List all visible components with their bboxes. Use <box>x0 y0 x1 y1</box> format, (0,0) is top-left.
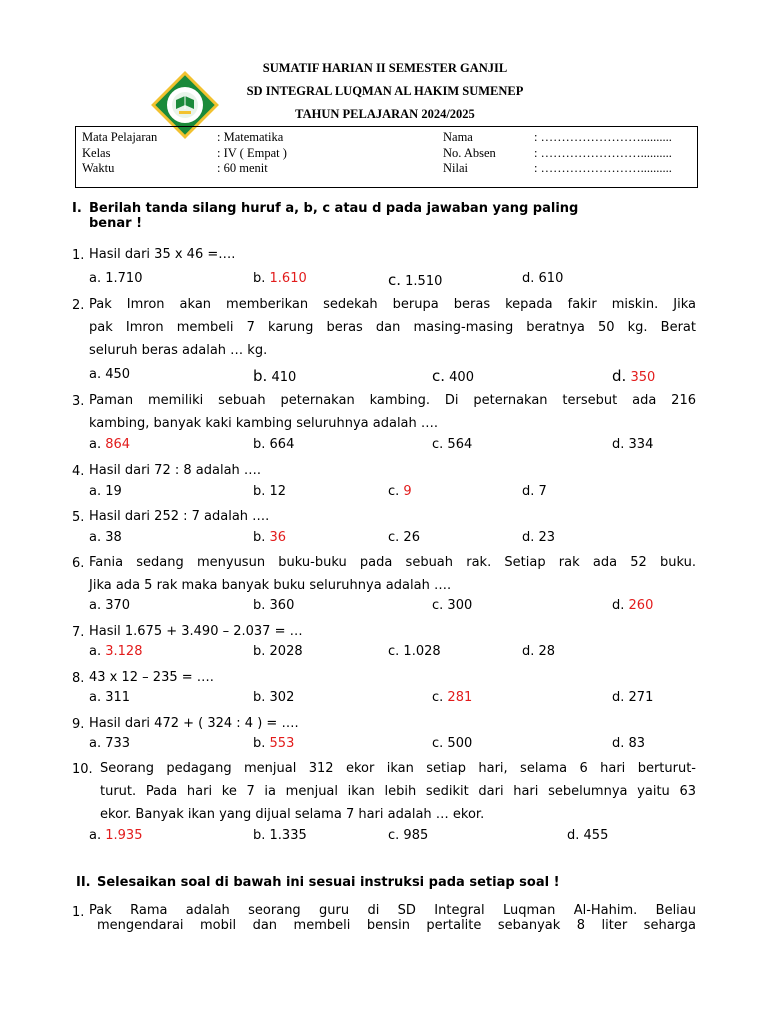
option-letter: d. <box>612 690 625 705</box>
option-value: 7 <box>538 484 547 499</box>
option-value: 664 <box>269 437 295 452</box>
question-text: Hasil dari 72 : 8 adalah …. <box>89 463 262 478</box>
header-line-3: TAHUN PELAJARAN 2024/2025 <box>295 107 475 121</box>
answer-option-b[interactable] <box>253 484 286 499</box>
answer-option-a[interactable] <box>89 437 130 452</box>
option-letter: b. <box>253 484 266 499</box>
option-letter: c. <box>388 484 400 499</box>
header-line-1: SUMATIF HARIAN II SEMESTER GANJIL <box>262 61 508 75</box>
answer-option-b[interactable] <box>253 598 294 613</box>
option-letter: a. <box>89 437 102 452</box>
answer-option-a[interactable] <box>89 530 122 545</box>
option-letter: d. <box>522 484 535 499</box>
answer-option-b[interactable] <box>253 690 294 705</box>
answer-option-c[interactable] <box>432 690 472 705</box>
answer-option-c[interactable] <box>388 530 420 545</box>
question-number: 10. <box>72 762 93 777</box>
answer-option-d[interactable] <box>522 644 555 659</box>
option-letter: c. <box>432 736 444 751</box>
option-letter: d. <box>567 828 580 843</box>
option-value: 500 <box>447 736 473 751</box>
answer-option-c[interactable] <box>432 367 474 385</box>
option-letter: b. <box>253 530 266 545</box>
option-value: 9 <box>403 484 412 499</box>
answer-option-d[interactable] <box>612 437 653 452</box>
option-value: 300 <box>447 598 473 613</box>
option-value: 302 <box>269 690 295 705</box>
option-value: 864 <box>105 437 131 452</box>
answer-option-a[interactable] <box>89 644 142 659</box>
answer-option-d[interactable] <box>522 271 563 286</box>
option-letter: a. <box>89 828 102 843</box>
option-letter: c. <box>388 530 400 545</box>
question-text: Jika ada 5 rak maka banyak buku seluruhnya adalah …. <box>89 578 452 593</box>
question-text: turut. Pada hari ke 7 ia menjual ikan lebih sedikit dari hari sebelumnya yaitu 63 <box>100 784 696 799</box>
nilai-label: Nilai <box>443 161 468 175</box>
option-letter: d. <box>522 271 535 286</box>
option-value: 334 <box>628 437 654 452</box>
option-value: 733 <box>105 736 131 751</box>
answer-option-a[interactable] <box>89 736 130 751</box>
option-letter: d. <box>612 598 625 613</box>
answer-option-b[interactable] <box>253 828 307 843</box>
question-text: Pak Imron akan memberikan sedekah berupa beras kepada fakir miskin. Jika <box>89 297 696 312</box>
option-value: 350 <box>630 370 656 385</box>
nama-label: Nama <box>443 130 473 144</box>
answer-option-b[interactable] <box>253 736 294 751</box>
question-number: 6. <box>72 556 85 571</box>
answer-option-c[interactable] <box>432 437 472 452</box>
nilai-field[interactable]: : …………………….......... <box>534 161 672 175</box>
option-value: 1.028 <box>403 644 441 659</box>
option-value: 2028 <box>269 644 303 659</box>
question-text: Hasil dari 472 + ( 324 : 4 ) = …. <box>89 716 299 731</box>
option-letter: a. <box>89 484 102 499</box>
option-letter: c. <box>388 271 402 289</box>
option-value: 36 <box>269 530 287 545</box>
section-1-heading-cont: benar ! <box>89 216 143 231</box>
question-text: kambing, banyak kaki kambing seluruhnya adalah …. <box>89 416 439 431</box>
option-letter: a. <box>89 736 102 751</box>
option-letter: a. <box>89 271 102 286</box>
option-value: 28 <box>538 644 556 659</box>
question-number: 8. <box>72 671 85 686</box>
question-text: seluruh beras adalah … kg. <box>89 343 268 358</box>
answer-option-d[interactable] <box>612 598 653 613</box>
option-letter: d. <box>522 644 535 659</box>
option-value: 400 <box>449 370 474 385</box>
option-value: 12 <box>269 484 287 499</box>
option-value: 1.935 <box>105 828 143 843</box>
question-number: 2. <box>72 298 85 313</box>
answer-option-a[interactable] <box>89 367 130 382</box>
kelas-label: Kelas <box>82 146 111 160</box>
option-value: 260 <box>628 598 654 613</box>
absen-label: No. Absen <box>443 146 496 160</box>
answer-option-c[interactable] <box>388 828 428 843</box>
option-value: 23 <box>538 530 556 545</box>
option-value: 1.610 <box>269 271 307 286</box>
option-letter: c. <box>432 437 444 452</box>
option-value: 564 <box>447 437 473 452</box>
option-letter: a. <box>89 690 102 705</box>
answer-option-c[interactable] <box>432 736 472 751</box>
option-letter: b. <box>253 367 268 385</box>
option-value: 610 <box>538 271 564 286</box>
option-value: 985 <box>403 828 429 843</box>
question-text: Hasil dari 35 x 46 =…. <box>89 247 236 262</box>
option-value: 38 <box>105 530 122 545</box>
essay-1-line-2: mengendarai mobil dan membeli bensin pertalite sebanyak 8 liter seharga <box>97 918 696 933</box>
nama-field[interactable]: : …………………….......... <box>534 130 672 144</box>
question-number: 7. <box>72 625 85 640</box>
option-letter: b. <box>253 271 266 286</box>
answer-option-d[interactable] <box>612 690 653 705</box>
answer-option-d[interactable] <box>612 736 645 751</box>
answer-option-d[interactable] <box>612 367 655 385</box>
answer-option-b[interactable] <box>253 530 286 545</box>
section-1-heading: Berilah tanda silang huruf a, b, c atau d pada jawaban yang paling <box>89 201 579 216</box>
option-letter: b. <box>253 828 266 843</box>
option-value: 410 <box>271 370 297 385</box>
option-value: 1.510 <box>405 274 443 289</box>
option-letter: b. <box>253 736 266 751</box>
option-value: 83 <box>628 736 646 751</box>
answer-option-a[interactable] <box>89 828 142 843</box>
option-letter: d. <box>612 367 627 385</box>
answer-option-c[interactable] <box>388 644 441 659</box>
answer-option-a[interactable] <box>89 598 130 613</box>
option-value: 311 <box>105 690 131 705</box>
answer-option-a[interactable] <box>89 271 142 286</box>
answer-option-c[interactable] <box>432 598 472 613</box>
option-value: 1.335 <box>269 828 307 843</box>
option-value: 360 <box>269 598 295 613</box>
answer-option-b[interactable] <box>253 271 307 286</box>
option-value: 3.128 <box>105 644 143 659</box>
option-letter: c. <box>388 828 400 843</box>
section-1-number: I. <box>72 201 82 216</box>
student-info-box <box>75 126 698 188</box>
question-number: 3. <box>72 394 85 409</box>
kelas-value: : IV ( Empat ) <box>217 146 287 160</box>
question-text: Hasil dari 252 : 7 adalah …. <box>89 509 270 524</box>
answer-option-b[interactable] <box>253 367 296 385</box>
option-letter: b. <box>253 598 266 613</box>
answer-option-d[interactable] <box>567 828 608 843</box>
option-letter: c. <box>432 598 444 613</box>
option-letter: c. <box>432 690 444 705</box>
option-value: 19 <box>105 484 122 499</box>
option-value: 281 <box>447 690 473 705</box>
option-letter: d. <box>612 736 625 751</box>
option-letter: c. <box>388 644 400 659</box>
option-letter: a. <box>89 598 102 613</box>
option-letter: a. <box>89 367 102 382</box>
option-letter: b. <box>253 690 266 705</box>
option-letter: d. <box>522 530 535 545</box>
section-2-number: II. <box>76 875 91 890</box>
question-number: 5. <box>72 510 85 525</box>
question-number: 1. <box>72 248 85 263</box>
answer-option-b[interactable] <box>253 437 294 452</box>
question-text: pak Imron membeli 7 karung beras dan masing-masing beratnya 50 kg. Berat <box>89 320 696 335</box>
essay-1-line-1: Pak Rama adalah seorang guru di SD Integral Luqman Al-Hahim. Beliau <box>89 903 696 918</box>
question-number: 4. <box>72 464 85 479</box>
answer-option-a[interactable] <box>89 484 122 499</box>
question-text: Seorang pedagang menjual 312 ekor ikan setiap hari, selama 6 hari berturut- <box>100 761 696 776</box>
option-value: 553 <box>269 736 295 751</box>
answer-option-a[interactable] <box>89 690 130 705</box>
option-value: 26 <box>403 530 420 545</box>
option-value: 455 <box>583 828 609 843</box>
mapel-label: Mata Pelajaran <box>82 130 158 144</box>
option-value: 370 <box>105 598 131 613</box>
answer-option-c[interactable] <box>388 271 442 289</box>
absen-field[interactable]: : …………………….......... <box>534 146 672 160</box>
question-text: Hasil 1.675 + 3.490 – 2.037 = … <box>89 624 303 639</box>
section-2-heading: Selesaikan soal di bawah ini sesuai instruksi pada setiap soal ! <box>97 875 560 890</box>
option-letter: c. <box>432 367 446 385</box>
option-letter: d. <box>612 437 625 452</box>
mapel-value: : Matematika <box>217 130 284 144</box>
waktu-value: : 60 menit <box>217 161 268 175</box>
answer-option-b[interactable] <box>253 644 303 659</box>
option-value: 450 <box>105 367 131 382</box>
question-text: Fania sedang menyusun buku-buku pada sebuah rak. Setiap rak ada 52 buku. <box>89 555 696 570</box>
question-text: Paman memiliki sebuah peternakan kambing. Di peternakan tersebut ada 216 <box>89 393 696 408</box>
answer-option-c[interactable] <box>388 484 412 499</box>
header-line-2: SD INTEGRAL LUQMAN AL HAKIM SUMENEP <box>246 84 524 98</box>
question-text: ekor. Banyak ikan yang dijual selama 7 hari adalah … ekor. <box>100 807 485 822</box>
option-value: 271 <box>628 690 654 705</box>
option-letter: b. <box>253 437 266 452</box>
answer-option-d[interactable] <box>522 530 555 545</box>
question-text: 43 x 12 – 235 = …. <box>89 670 214 685</box>
answer-option-d[interactable] <box>522 484 547 499</box>
essay-1-number: 1. <box>72 905 85 920</box>
question-number: 9. <box>72 717 85 732</box>
option-letter: a. <box>89 644 102 659</box>
option-letter: a. <box>89 530 102 545</box>
option-letter: b. <box>253 644 266 659</box>
option-value: 1.710 <box>105 271 143 286</box>
waktu-label: Waktu <box>82 161 115 175</box>
